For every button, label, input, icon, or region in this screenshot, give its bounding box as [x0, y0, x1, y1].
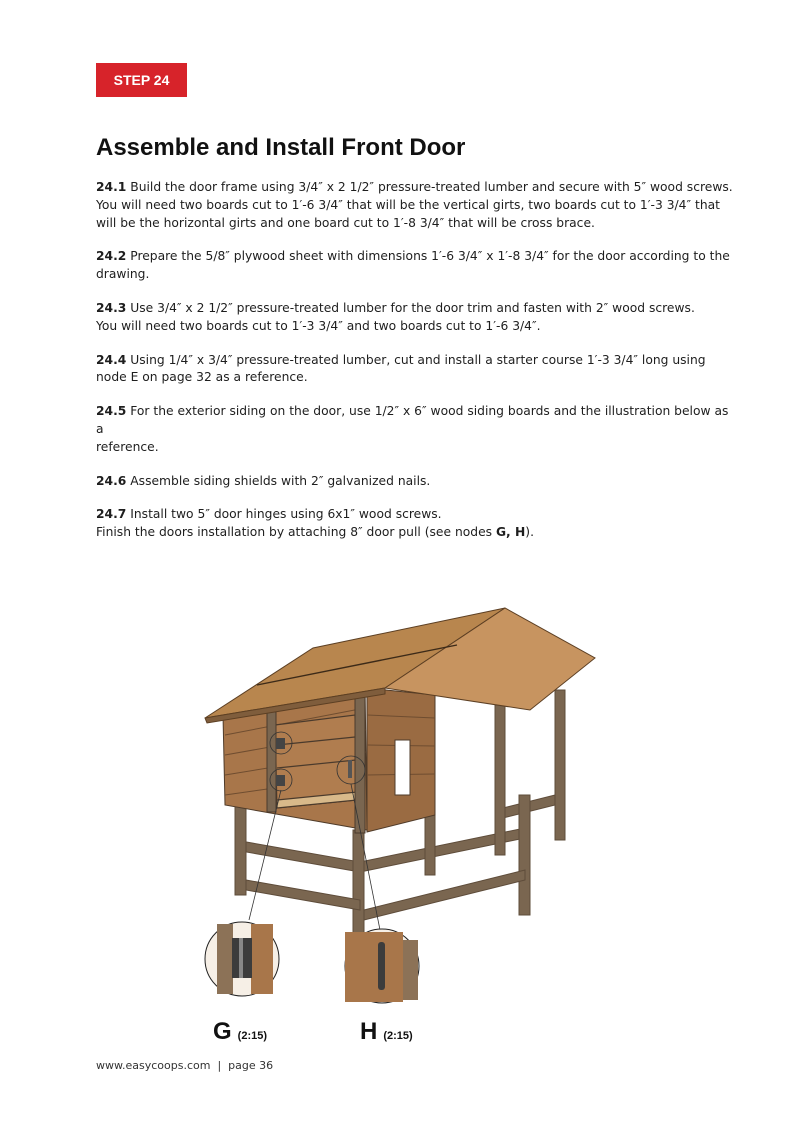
front-door — [275, 715, 357, 808]
page-footer — [96, 1059, 273, 1072]
step-text: Using 1/4″ x 3/4″ pressure-treated lumber, cut and install a starter course 1′-3 3/4″ long using — [126, 352, 706, 367]
step-number: 24.7 — [96, 507, 127, 522]
step-text: ). — [525, 525, 535, 540]
step-24-7 — [96, 506, 736, 542]
footer-site-link[interactable]: www.easycoops.com — [96, 1059, 211, 1072]
step-badge: STEP 24 — [96, 63, 187, 97]
step-number: 24.4 — [96, 352, 127, 367]
step-text: reference. — [96, 439, 159, 454]
step-24-2 — [96, 248, 736, 284]
footer-separator: | — [217, 1059, 222, 1072]
instruction-steps — [96, 179, 736, 558]
step-24-6 — [96, 473, 736, 491]
step-text: You will need two boards cut to 1′-3 3/4″ and two boards cut to 1′-6 3/4″. — [96, 318, 541, 333]
step-text: You will need two boards cut to 1′-6 3/4″ that will be the vertical girts, two boards cut to 1′-3 3/4″ that — [96, 197, 720, 212]
step-24-5 — [96, 403, 736, 456]
step-number: 24.5 — [96, 404, 127, 419]
detail-label-g — [213, 1018, 267, 1046]
detail-letter: H — [360, 1018, 378, 1045]
node-reference: G, H — [495, 525, 526, 540]
step-text: will be the horizontal girts and one board cut to 1′-8 3/4″ that will be cross brace. — [96, 215, 595, 230]
step-text: Build the door frame using 3/4″ x 2 1/2″ pressure-treated lumber and secure with 5″ wood screws. — [126, 180, 733, 194]
chicken-coop-illustration — [195, 600, 615, 1020]
detail-h-door-pull — [345, 929, 419, 1003]
step-number: 24.2 — [96, 249, 127, 264]
step-number: 24.3 — [96, 300, 127, 315]
step-text: node E on page 32 as a reference. — [96, 370, 308, 385]
step-text: Prepare the 5/8″ plywood sheet with dimensions 1′-6 3/4″ x 1′-8 3/4″ for the door according to the — [126, 249, 730, 264]
step-text: For the exterior siding on the door, use 1/2″ x 6″ wood siding boards and the illustration below as a — [96, 404, 729, 436]
step-24-3 — [96, 300, 736, 336]
step-number: 24.6 — [96, 473, 127, 488]
step-number: 24.1 — [96, 180, 127, 194]
step-24-1 — [96, 179, 736, 232]
detail-g-hinge — [205, 922, 279, 996]
step-text: Install two 5″ door hinges using 6x1″ wood screws. — [126, 507, 442, 522]
page-title: Assemble and Install Front Door — [96, 134, 466, 161]
detail-letter: G — [213, 1018, 232, 1045]
footer-page-number: page 36 — [228, 1059, 274, 1072]
step-text: drawing. — [96, 267, 150, 282]
step-text: Assemble siding shields with 2″ galvanized nails. — [126, 473, 431, 488]
step-24-4 — [96, 352, 736, 388]
step-text: Finish the doors installation by attaching 8″ door pull (see nodes — [96, 525, 496, 540]
step-text: Use 3/4″ x 2 1/2″ pressure-treated lumber for the door trim and fasten with 2″ wood screws. — [126, 300, 695, 315]
detail-label-h — [360, 1018, 413, 1046]
detail-scale: (2:15) — [383, 1030, 413, 1042]
detail-scale: (2:15) — [237, 1030, 268, 1042]
